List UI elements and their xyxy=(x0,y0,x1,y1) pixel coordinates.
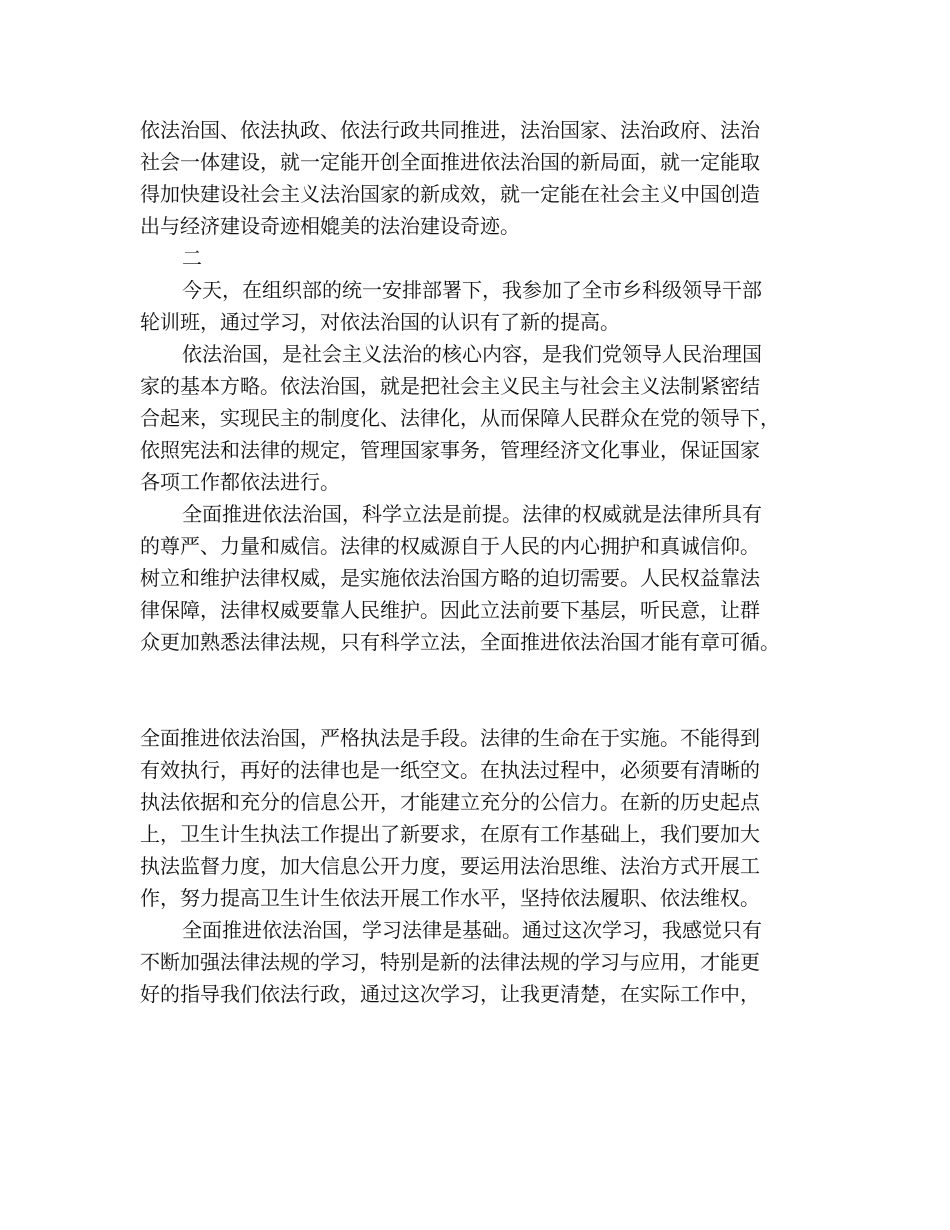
text-line: 律保障，法律权威要靠人民维护。因此立法前要下基层，听民意，让群 xyxy=(140,598,760,622)
text-line: 上，卫生计生执法工作提出了新要求，在原有工作基础上，我们要加大 xyxy=(140,822,760,846)
text-line: 依照宪法和法律的规定，管理国家事务，管理经济文化事业，保证国家 xyxy=(140,438,760,462)
text-line: 各项工作都依法进行。 xyxy=(140,470,340,494)
text-line: 执法监督力度，加大信息公开力度，要运用法治思维、法治方式开展工 xyxy=(140,854,760,878)
paragraph-4 xyxy=(140,498,830,658)
text-line: 出与经济建设奇迹相媲美的法治建设奇迹。 xyxy=(140,214,520,238)
section-heading-two xyxy=(140,242,830,274)
text-line: 依法治国、依法执政、依法行政共同推进，法治国家、法治政府、法治 xyxy=(140,118,760,142)
text-line: 依法治国，是社会主义法治的核心内容，是我们党领导人民治理国 xyxy=(182,342,762,366)
text-line: 好的指导我们依法行政，通过这次学习，让我更清楚，在实际工作中， xyxy=(140,982,760,1006)
text-line: 今天，在组织部的统一安排部署下，我参加了全市乡科级领导干部 xyxy=(182,278,762,302)
text-line: 树立和维护法律权威，是实施依法治国方略的迫切需要。人民权益靠法 xyxy=(140,566,760,590)
paragraph-1 xyxy=(140,114,830,242)
text-line: 有效执行，再好的法律也是一纸空文。在执法过程中，必须要有清晰的 xyxy=(140,758,760,782)
text-line: 作，努力提高卫生计生依法开展工作水平，坚持依法履职、依法维权。 xyxy=(140,886,760,910)
text-line: 执法依据和充分的信息公开，才能建立充分的公信力。在新的历史起点 xyxy=(140,790,760,814)
text-block-1 xyxy=(140,114,830,658)
text-line: 全面推进依法治国，学习法律是基础。通过这次学习，我感觉只有 xyxy=(182,918,762,942)
paragraph-3 xyxy=(140,338,830,498)
paragraph-2 xyxy=(140,274,830,338)
text-block-2 xyxy=(140,722,830,1010)
text-line: 轮训班，通过学习，对依法治国的认识有了新的提高。 xyxy=(140,310,620,334)
text-line: 合起来，实现民主的制度化、法律化，从而保障人民群众在党的领导下， xyxy=(140,406,780,430)
text-line: 的尊严、力量和威信。法律的权威源自于人民的内心拥护和真诚信仰。 xyxy=(140,534,760,558)
paragraph-5 xyxy=(140,722,830,914)
text-line: 全面推进依法治国，严格执法是手段。法律的生命在于实施。不能得到 xyxy=(140,726,760,750)
text-line: 不断加强法律法规的学习，特别是新的法律法规的学习与应用，才能更 xyxy=(140,950,760,974)
section-number: 二 xyxy=(182,246,202,270)
text-line: 众更加熟悉法律法规，只有科学立法，全面推进依法治国才能有章可循。 xyxy=(140,630,780,654)
text-line: 全面推进依法治国，科学立法是前提。法律的权威就是法律所具有 xyxy=(182,502,762,526)
text-line: 家的基本方略。依法治国，就是把社会主义民主与社会主义法制紧密结 xyxy=(140,374,760,398)
text-line: 得加快建设社会主义法治国家的新成效，就一定能在社会主义中国创造 xyxy=(140,182,760,206)
text-line: 社会一体建设，就一定能开创全面推进依法治国的新局面，就一定能取 xyxy=(140,150,760,174)
paragraph-6 xyxy=(140,914,830,1010)
